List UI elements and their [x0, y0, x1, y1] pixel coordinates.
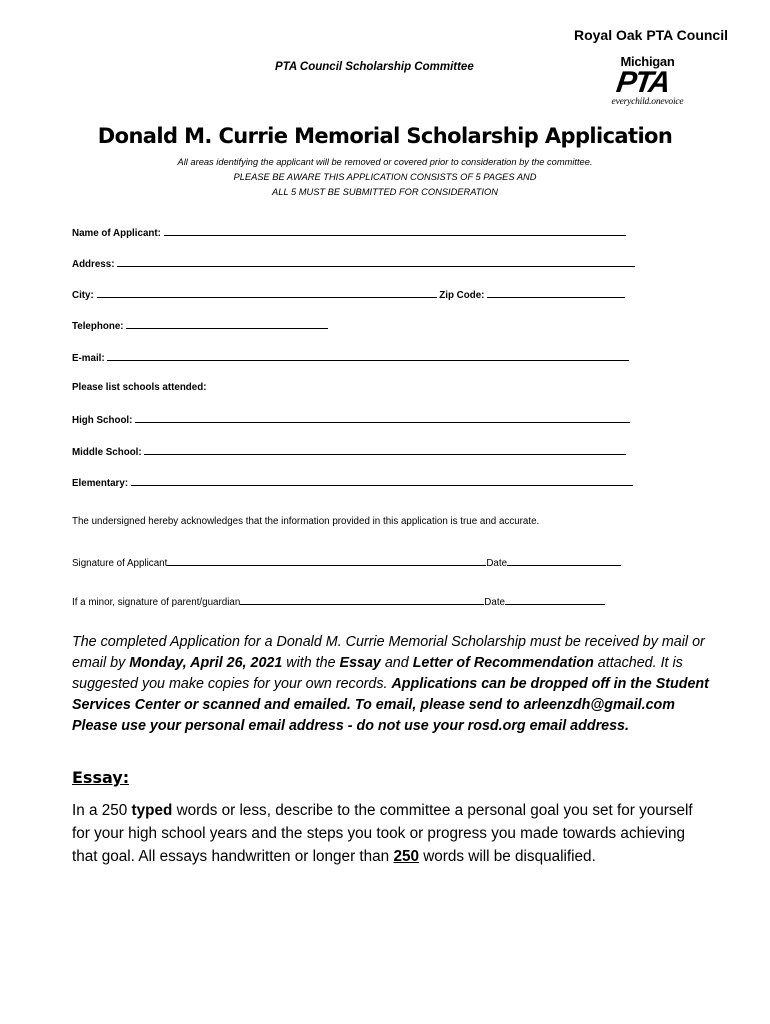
instructions-paragraph: [72, 632, 712, 737]
name-label: Name of Applicant:: [72, 228, 161, 239]
essay-typed-word: typed: [131, 802, 173, 819]
logo-pta: PTA: [614, 66, 671, 99]
city-line[interactable]: [97, 288, 437, 298]
email-field[interactable]: [72, 351, 629, 364]
essay-text-1: In a 250: [72, 802, 132, 819]
page-title: Donald M. Currie Memorial Scholarship Application: [97, 124, 673, 148]
address-label: Address:: [72, 259, 115, 270]
applicant-signature-label: Signature of Applicant: [72, 558, 168, 569]
email-line[interactable]: [107, 351, 629, 361]
applicant-date-line[interactable]: [507, 556, 621, 566]
essay-text-2: words or less, describe to the committee a personal goal you set for yourself for your high school years and the steps you took or progress you made towards achieving that goal. All essays handwritten or longer than: [72, 802, 693, 865]
guardian-signature-line[interactable]: [240, 595, 484, 605]
applicant-signature-field[interactable]: [72, 556, 621, 569]
instructions-text-1: The completed Application for a Donald M. Currie Memorial Scholarship must be received by mail or email by: [72, 634, 705, 671]
high-school-field[interactable]: [72, 413, 630, 426]
logo-tagline: everychild.onevoice: [611, 97, 684, 107]
applicant-date-label: Date: [486, 558, 508, 569]
telephone-line[interactable]: [126, 319, 328, 329]
acknowledgement-text: The undersigned hereby acknowledges that the information provided in this application is true and accurate.: [72, 516, 540, 527]
deadline-text: Monday, April 26, 2021: [129, 655, 283, 671]
telephone-label: Telephone:: [72, 321, 124, 332]
letter-word: Letter of Recommendation: [412, 655, 594, 671]
name-line[interactable]: [164, 226, 626, 236]
address-field[interactable]: [72, 257, 635, 270]
instructions-bold-text: Applications can be dropped off in the Student Services Center or scanned and emailed. To email, please send to arleenzdh@gmail.com Please use your personal email address - do not use your rosd.org email address.: [72, 676, 709, 734]
applicant-signature-line[interactable]: [167, 556, 486, 566]
instructions-text-3: and: [380, 655, 413, 671]
logo-state: Michigan: [620, 54, 675, 69]
email-label: E-mail:: [72, 353, 105, 364]
guardian-date-line[interactable]: [505, 595, 605, 605]
essay-text-3: words will be disqualified.: [418, 848, 596, 865]
michigan-pta-logo: [600, 54, 695, 116]
name-field[interactable]: [72, 226, 626, 239]
city-field[interactable]: [72, 288, 625, 301]
essay-instructions: [72, 799, 712, 868]
schools-heading: Please list schools attended:: [72, 382, 207, 393]
middle-school-field[interactable]: [72, 445, 626, 458]
note-line-1: All areas identifying the applicant will be removed or covered prior to consideration by the committee.: [177, 157, 593, 167]
essay-word-limit: 250: [393, 848, 419, 865]
essay-heading: Essay:: [72, 768, 130, 787]
city-label: City:: [72, 290, 94, 301]
instructions-text-2: with the: [282, 655, 340, 671]
high-school-label: High School:: [72, 415, 133, 426]
instructions-text-4: attached. It is suggested you make copies for your own records.: [72, 655, 683, 692]
middle-school-label: Middle School:: [72, 447, 142, 458]
council-name: Royal Oak PTA Council: [573, 27, 728, 43]
essay-word: Essay: [339, 655, 381, 671]
elementary-field[interactable]: [72, 476, 633, 489]
zip-line[interactable]: [487, 288, 625, 298]
committee-name: PTA Council Scholarship Committee: [275, 61, 474, 73]
elementary-label: Elementary:: [72, 478, 129, 489]
telephone-field[interactable]: [72, 319, 328, 332]
guardian-date-label: Date: [484, 597, 505, 608]
note-line-2: PLEASE BE AWARE THIS APPLICATION CONSISTS OF 5 PAGES AND: [233, 172, 537, 182]
guardian-signature-field[interactable]: [72, 595, 605, 608]
middle-school-line[interactable]: [144, 445, 626, 455]
elementary-line[interactable]: [131, 476, 633, 486]
high-school-line[interactable]: [135, 413, 630, 423]
zip-label: Zip Code:: [439, 290, 485, 301]
guardian-signature-label: If a minor, signature of parent/guardian: [72, 597, 241, 608]
address-line[interactable]: [117, 257, 635, 267]
note-line-3: ALL 5 MUST BE SUBMITTED FOR CONSIDERATION: [272, 187, 498, 197]
